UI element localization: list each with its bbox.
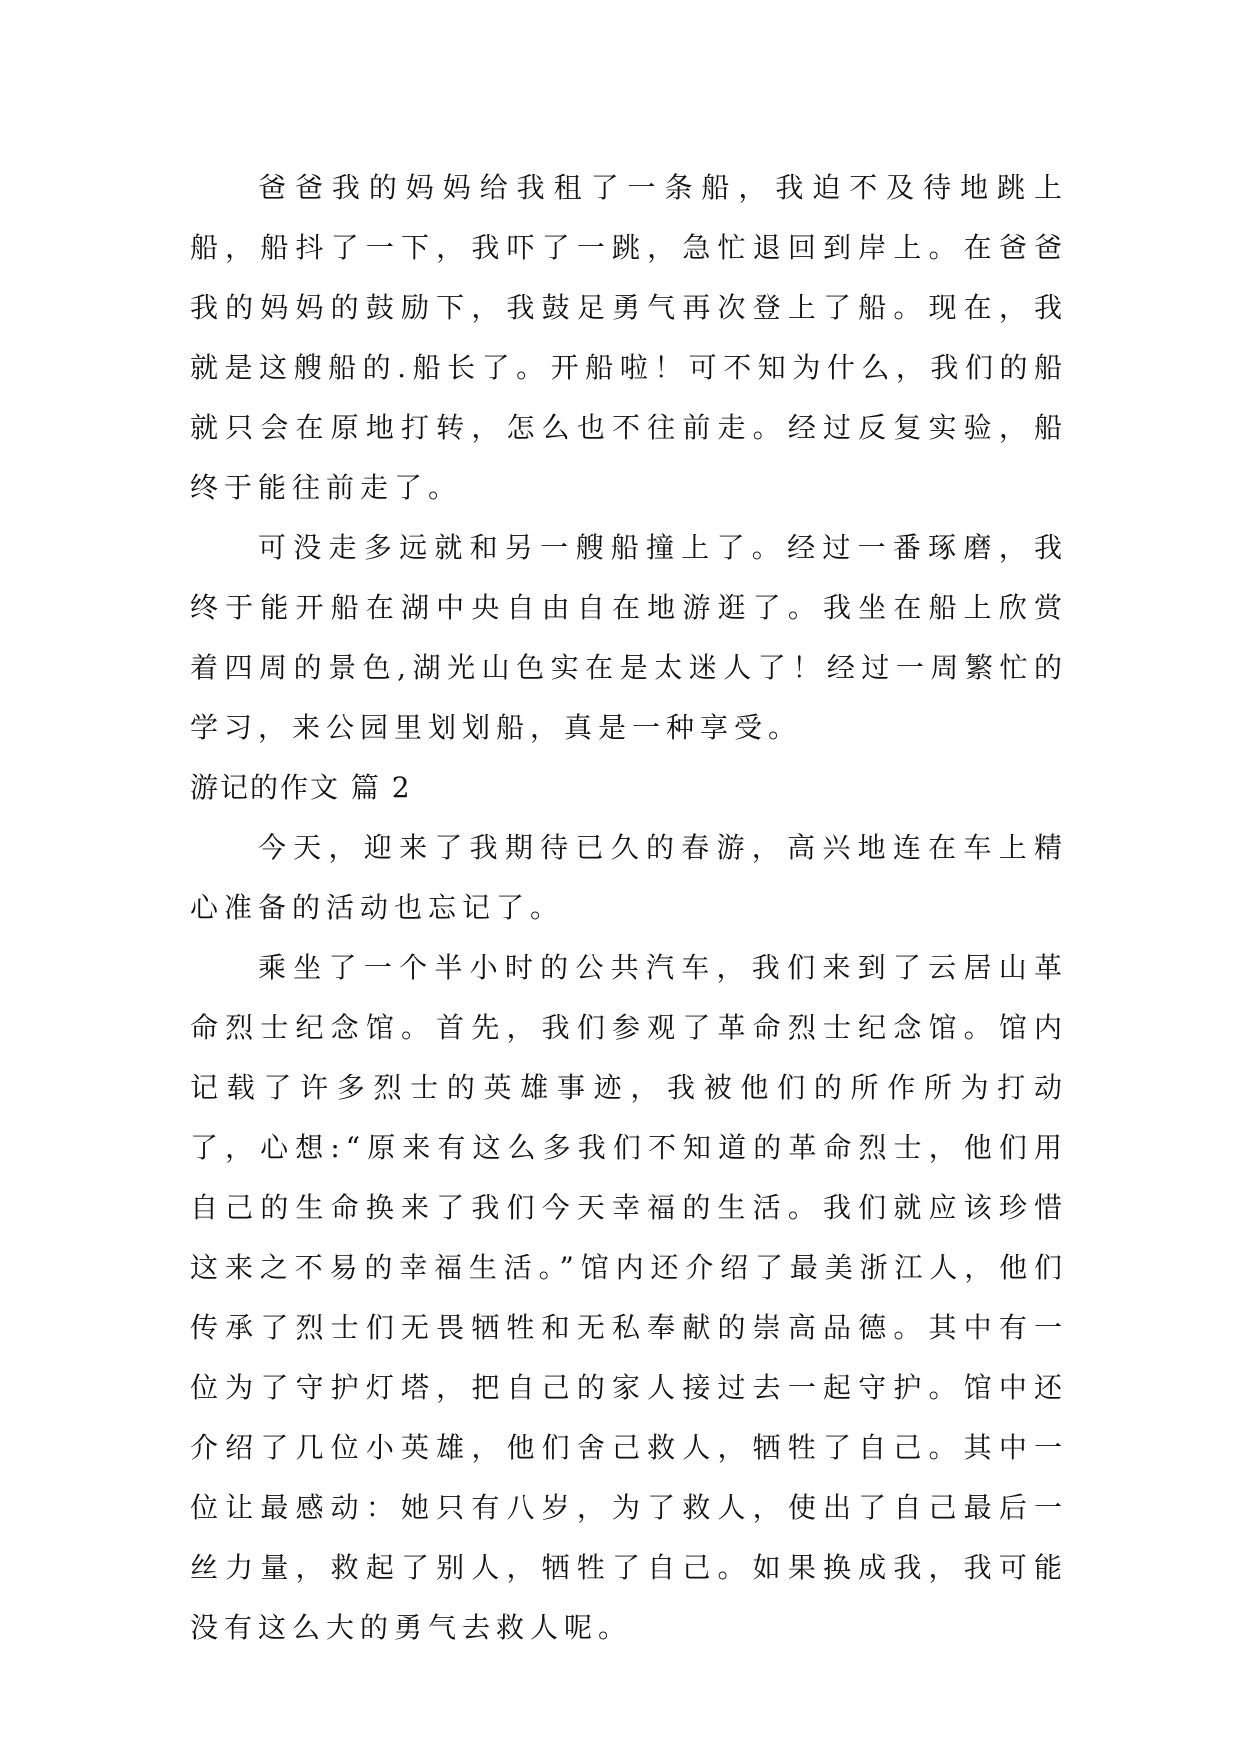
section-heading: 游记的作文 篇 2 bbox=[190, 771, 412, 804]
paragraph-4: 乘坐了一个半小时的公共汽车，我们来到了云居山革命烈士纪念馆。首先，我们参观了革命烈士纪念馆。馆内记载了许多烈士的英雄事迹，我被他们的所作所为打动了，心想:“原来有这么多我们不知道的革命烈士，他们用自己的生命换来了我们今天幸福的生活。我们就应该珍惜这来之不易的幸福生活。”馆内还介绍了最美浙江人，他们传承了烈士们无畏牺牲和无私奉献的崇高品德。其中有一位为了守护灯塔，把自己的家人接过去一起守护。馆中还介绍了几位小英雄，他们舍己救人，牺牲了自己。其中一位让最感动：她只有八岁，为了救人，使出了自己最后一丝力量，救起了别人，牺牲了自己。如果换成我，我可能没有这么大的勇气去救人呢。 bbox=[190, 951, 1068, 1644]
paragraph-3: 今天，迎来了我期待已久的春游，高兴地连在车上精心准备的活动也忘记了。 bbox=[190, 831, 1068, 924]
paragraph-2: 可没走多远就和另一艘船撞上了。经过一番琢磨，我终于能开船在湖中央自由自在地游逛了。我坐在船上欣赏着四周的景色,湖光山色实在是太迷人了！经过一周繁忙的学习，来公园里划划船，真是一种享受。 bbox=[190, 531, 1068, 744]
document-page bbox=[190, 158, 1068, 1658]
paragraph-1: 爸爸我的妈妈给我租了一条船，我迫不及待地跳上船，船抖了一下，我吓了一跳，急忙退回到岸上。在爸爸我的妈妈的鼓励下，我鼓足勇气再次登上了船。现在，我就是这艘船的.船长了。开船啦！可不知为什么，我们的船就只会在原地打转，怎么也不往前走。经过反复实验，船终于能往前走了。 bbox=[190, 171, 1068, 504]
